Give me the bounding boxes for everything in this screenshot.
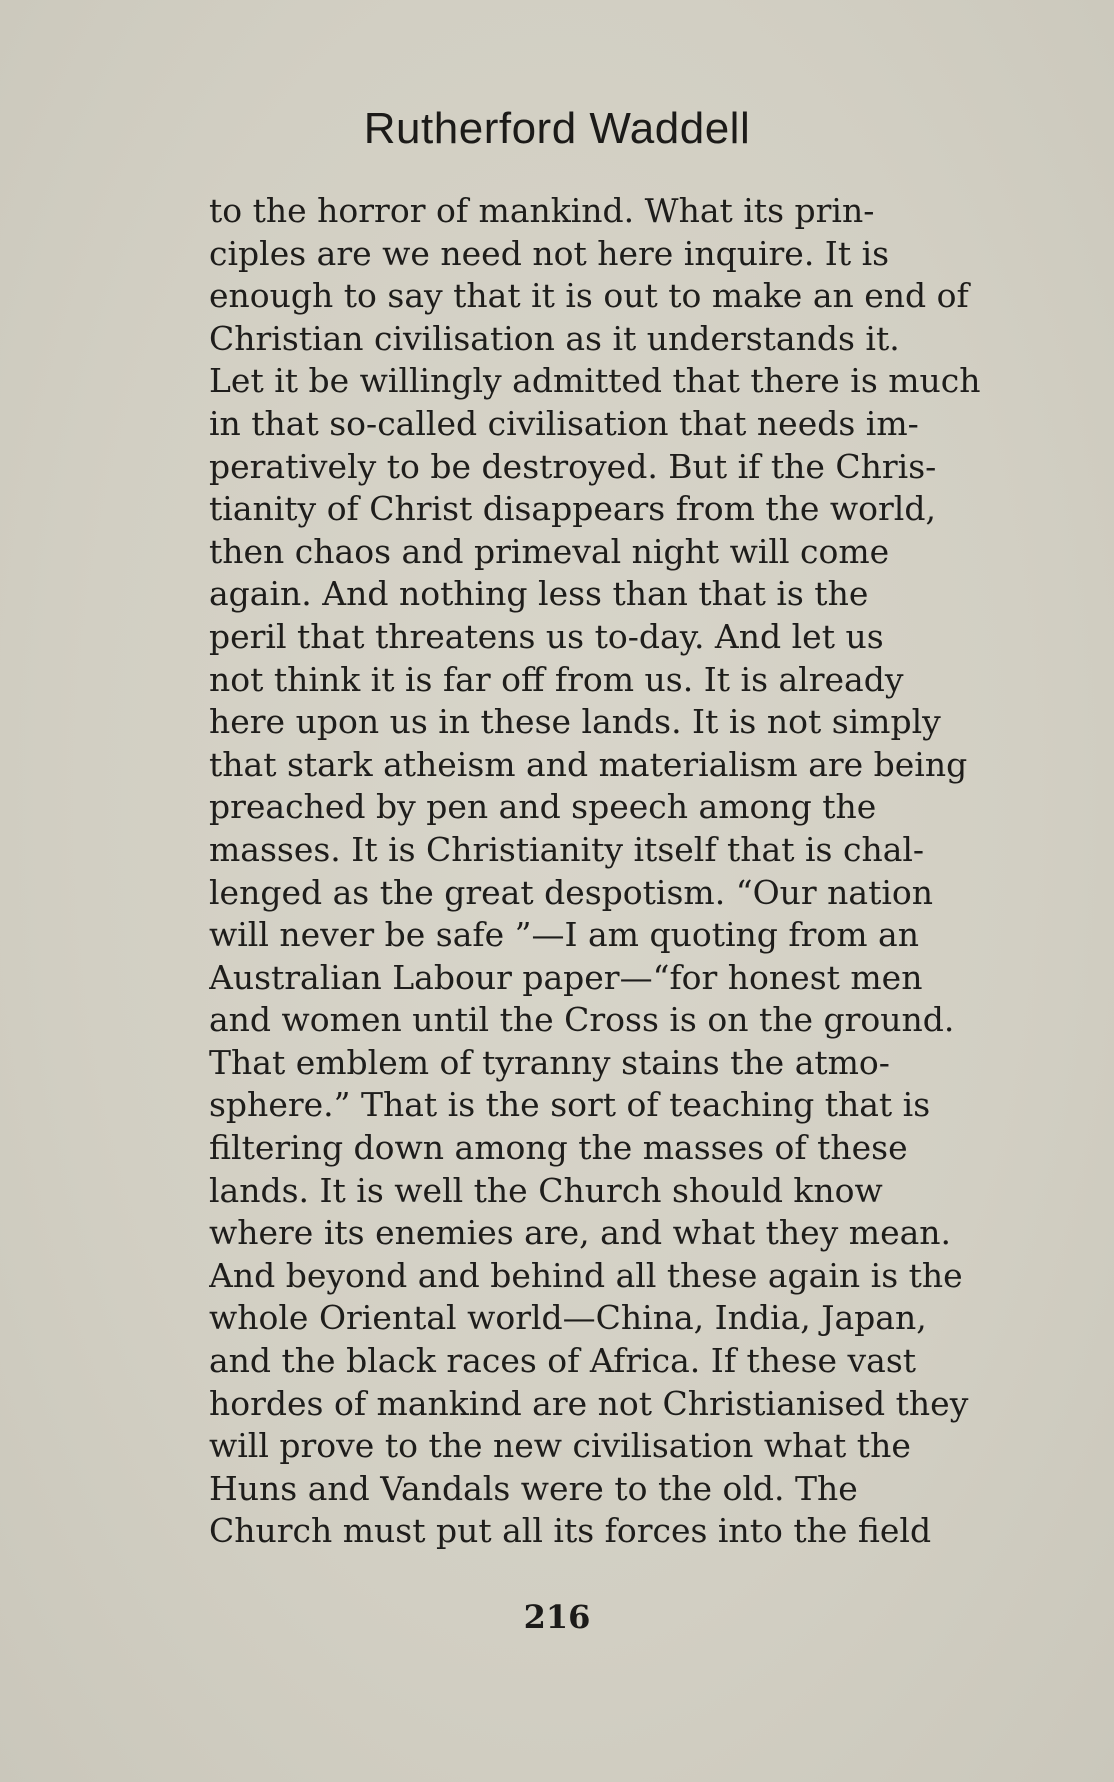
- text-line: Huns and Vandals were to the old. The: [209, 1468, 858, 1508]
- running-head: Rutherford Waddell: [363, 104, 751, 153]
- text-line: tianity of Christ disappears from the world,: [209, 489, 936, 529]
- text-line: masses. It is Christianity itself that is chal-: [209, 829, 925, 869]
- text-line: lands. It is well the Church should know: [209, 1170, 883, 1210]
- body-text: [209, 190, 1055, 1553]
- text-line: preached by pen and speech among the: [209, 787, 877, 827]
- text-line: hordes of mankind are not Christianised they: [209, 1383, 969, 1423]
- text-line: here upon us in these lands. It is not simply: [209, 702, 941, 742]
- text-line: peratively to be destroyed. But if the Chris-: [209, 446, 937, 486]
- text-line: ciples are we need not here inquire. It is: [209, 233, 890, 273]
- text-line: that stark atheism and materialism are being: [209, 744, 968, 784]
- text-line: where its enemies are, and what they mean.: [209, 1213, 952, 1253]
- text-line: sphere.” That is the sort of teaching that is: [209, 1085, 931, 1125]
- text-line: enough to say that it is out to make an end of: [209, 276, 969, 316]
- text-line: filtering down among the masses of these: [209, 1128, 908, 1168]
- text-line: peril that threatens us to-day. And let us: [209, 616, 884, 656]
- text-line: will prove to the new civilisation what the: [209, 1426, 911, 1466]
- text-line: in that so-called civilisation that needs im-: [209, 403, 919, 443]
- text-line: and women until the Cross is on the ground.: [209, 1000, 955, 1040]
- text-line: not think it is far off from us. It is already: [209, 659, 904, 699]
- text-line: lenged as the great despotism. “Our nation: [209, 872, 934, 912]
- text-line: Australian Labour paper—“for honest men: [209, 957, 923, 997]
- text-line: Church must put all its forces into the field: [209, 1511, 932, 1551]
- text-line: to the horror of mankind. What its prin-: [209, 191, 875, 230]
- text-line: and the black races of Africa. If these vast: [209, 1341, 917, 1381]
- text-line: again. And nothing less than that is the: [209, 574, 869, 614]
- text-line: Let it be willingly admitted that there is much: [209, 361, 981, 401]
- text-line: That emblem of tyranny stains the atmo-: [209, 1042, 890, 1082]
- page-number: 216: [523, 1598, 591, 1636]
- text-line: Christian civilisation as it understands it.: [209, 318, 900, 358]
- text-line: will never be safe ”—I am quoting from an: [209, 915, 919, 955]
- text-line: then chaos and primeval night will come: [209, 531, 890, 571]
- text-line: whole Oriental world—China, India, Japan,: [209, 1298, 927, 1338]
- text-line: And beyond and behind all these again is the: [209, 1255, 963, 1295]
